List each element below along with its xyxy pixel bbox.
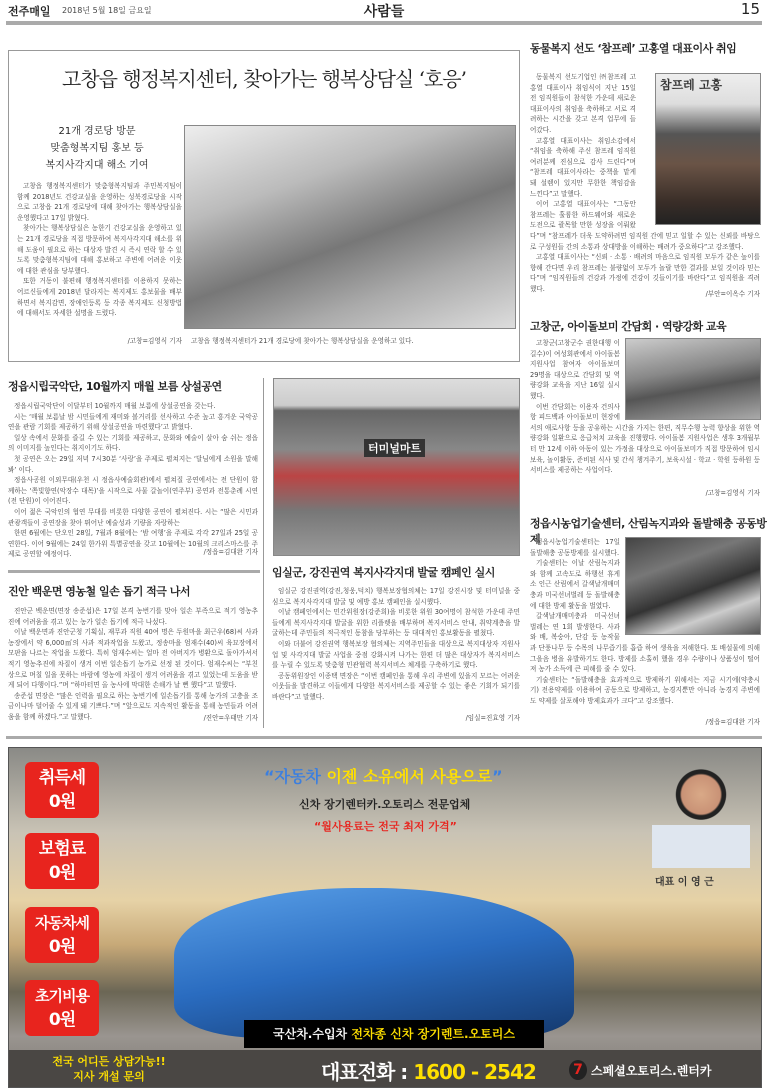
paragraph: 시는 ‘매월 보름날 밤 시민들에게 재미와 볼거리를 선사하고 수준 높고 흥겨운 국악공연을 관람 기회를 제공하기 위해 상설공연을 마련했다’고 밝혔다. [8, 412, 258, 432]
pest-byline: /정읍=김대완 기자 [705, 718, 760, 726]
subhead: 복지사각지대 해소 기여 [45, 160, 149, 171]
paragraph: 동물복지 선도기업인 ㈜참프레 고홍열 대표이사 취임식이 지난 15일 전 임직원들이 참석한 가운데 새로운 대표이사의 취임을 축하하고 서로 격려하는 시간을 갖고 본격 업무에 들어갔다. [530, 73, 636, 134]
lead-headline: 고창읍 행정복지센터, 찾아가는 행복상담실 ‘호응’ [62, 67, 466, 91]
lead-byline: /고창=김영식 기자 [127, 337, 182, 345]
champre-byline: /부안=이옥수 기자 [705, 290, 760, 298]
champre-headline: 동물복지 선도 ‘참프레’ 고홍열 대표이사 취임 [530, 42, 737, 55]
company-logo-icon: 7 [569, 1060, 587, 1080]
paragraph: 송준섭 면장은 “많은 인력을 필요로 하는 농번기에 일손돕기를 통해 농가의 고충을 조금이나마 덜어줄 수 있게 돼 기쁘다.”며 “앞으로도 지속적인 활동을 통해 농민들과 어려움을 함께 하겠다.”고 말했다. [8, 691, 258, 721]
section-rule [8, 570, 260, 573]
paragraph: 정읍시립국악단이 이달부터 10월까지 매월 보름에 상설공연을 갖는다. [14, 402, 216, 410]
paragraph: 이와 더불어 강진권역 행복보장 협의체는 지역주민들을 대상으로 복지대상자 지원사업 및 사각지대 발굴 사업을 중점 강화시켜 나가는 한편 더 많은 대상자가 복지서비스를 누릴 수 있도록 맞춤형 민관협력 복지서비스 체계를 구축하기로 했다. [272, 639, 520, 670]
paragraph: 이날 캠페인에서는 민간위원장(강준희)을 비롯한 위원 30여명이 참석한 가운데 주민들에게 복지사각지대 발굴을 위한 리플렛을 배부하며 복지서비스 안내, 취약계층을 발굴하는데 주민들의 적극적인 동참을 당부하는 등 대대적인 홍보활동을 펼쳤다. [272, 608, 520, 638]
jeongeup-photo [273, 378, 520, 556]
lead-photo [184, 125, 516, 329]
jeongeup-body [8, 401, 258, 560]
paragraph: 고창군(고창군수 권한대행 이길수)이 여성회관에서 아이돌봄 지원사업 참여자 아이돌보미 29명을 대상으로 간담회 및 역량강화 교육을 지난 16일 실시했다. [530, 339, 620, 400]
ad-banner: 국산차.수입차 전차종 신차 장기렌트.오토리스 [244, 1020, 544, 1048]
gochang-kids-byline: /고창=김영식 기자 [705, 489, 760, 497]
paragraph: 이번 간담회는 이용자 건의사항 피드백과 아이돌보미 현장에서의 애로사항 등을 공유하는 시간을 가지는 한편, 직무수행 능력 향상을 위한 역량강화 일환으로 응급처치 교육을 진행했다. 아이돌봄 지원사업은 생후 3개월부터 만 12세 이하 아동이 있는 가정을 대상으로 아이돌보미가 직접 방문하여 임시 보육, 놀이활동, 준비된 식사 및 간식 챙겨주기, 보육시설 · 학교 · 학원 등하원 등 서비스를 제공하는 사업이다. [530, 402, 760, 475]
paragraph: 기술센터는 이날 산림녹지과와 함께 고속도로 하행선 휴게소 인근 산림에서 갈색날개매미충과 미국선녀벌레 등 돌발해충에 대한 방제 활동을 벌였다. [530, 559, 620, 610]
ad-slogan: “자동차 이젠 소유에서 사용으로” [264, 767, 503, 786]
paragraph: 고창읍 행정복지센터가 맞춤형복지팀과 주민복지팀이 함께 2018년도 건강교실을 운영하는 성북경로당을 시작으로 고창읍 21개 경로당에 대해 찾아가는 행복상담실을 운영했다고 17일 밝혔다. [17, 182, 182, 222]
paragraph: 임실군 강진권역(강진,청웅,덕치) 행복보장협의체는 17일 강진시장 및 터미널을 중심으로 복지사각지대 발굴 및 예방 홍보 캠페인을 실시했다. [272, 587, 520, 606]
pest-body [530, 537, 760, 707]
column-divider [263, 378, 264, 728]
ad-phone: 대표전화 : 1600 - 2542 [321, 1060, 536, 1084]
car-image [174, 888, 574, 1038]
jinan-byline: /진안=우태만 기자 [203, 714, 258, 722]
photo-sign: 참프레 고홍 [660, 78, 723, 92]
paragraph: 진안군 백운면(면장 송준섭)은 17일 본격 농번기를 맞아 일손 부족으로 적기 영농추진에 어려움을 겪고 있는 농가 일손 돕기에 적극 나섰다. [8, 607, 258, 626]
ceo-name: 대표 이 영 근 [655, 877, 714, 888]
page-number: 15 [740, 0, 760, 18]
paragraph: 고홍열 대표이사는 “신뢰 · 소통 · 배려의 마음으로 임직원 모두가 같은 높이를 향해 간다면 우리 참프레는 불량없이 모두가 놀랄 만한 결과를 보일 것이라 믿는다”며 “임직원들의 건강과 가정에 건강이 깃들이기를 바란다”고 임직원을 격려했다. [530, 253, 760, 293]
paragraph: 찾아가는 행복상담실은 농한기 건강교실을 운영하고 있는 21개 경로당을 직접 방문하여 복지사각지대 해소를 위해 도움이 필요로 하는 대상자 발견 시 즉시 연락 할 수 있도록 맞춤형복지팀에 대해 홍보하고 주변에 어려운 이웃에 대한 관심을 당부했다. [17, 224, 182, 275]
paragraph: 공동위원장인 이종택 면장은 “이번 캠페인을 통해 우리 주변에 있을지 모르는 어려운 이웃들을 발견하고 이들에게 다양한 복지서비스를 제공할 수 있는 좋은 기회가 되기를 바란다”고 말했다. [272, 671, 520, 701]
newspaper-logo: 전주매일 [8, 5, 51, 18]
ad-consult: 전국 어디든 상담가능!! 지사 개설 문의 [52, 1055, 166, 1083]
section-title: 사람들 [363, 4, 405, 20]
photo-sign: 터미널마트 [364, 439, 425, 457]
ad-company: 스페셜오토리스.렌터카 [591, 1064, 712, 1078]
imsil-body [272, 586, 520, 703]
paragraph: 갈색날개매미충과 미국선녀벌레는 연 1회 발생한다. 사과와 배, 복숭아, 단감 등 농작물과 단풍나무 등 수목의 나무즙기를 흡즙 하여 생육을 저해한다. 또 배설물에 의해 그을음 병을 유발하기도 한다. 방제를 소홀히 했을 경우 수량이나 상품성이 떨어져 농가 소득에 큰 피해를 줄 수 있다. [530, 612, 760, 674]
ad-bottom-bar [9, 1050, 762, 1088]
issue-date: 2018년 5월 18일 금요일 [62, 6, 152, 15]
ad-badge: 보험료 0원 [25, 833, 99, 889]
paragraph: 또한 거동이 불편해 행정복지센터를 이용하지 못하는 어르신들에게 2018년 달라지는 복지제도 홍보물을 배부하면서 복지감면, 장애인등록 등 각종 복지제도 신청방법에 대해서도 자세한 설명을 드렸다. [17, 277, 182, 318]
ceo-photo [652, 760, 750, 868]
jeongeup-byline: /정읍=김대완 기자 [203, 548, 258, 556]
paragraph: 일상 속에서 문화를 즐길 수 있는 기회를 제공하고, 문화와 예술이 살아 숨 쉬는 정읍의 이미지를 높인다는 취지이기도 하다. [8, 433, 258, 453]
lead-article [8, 50, 520, 362]
header-rule [6, 21, 762, 25]
ad-badge: 취득세 0원 [25, 762, 99, 818]
gochang-kids-body [530, 338, 760, 476]
ad-rule [6, 736, 762, 739]
ad-subtitle: 신차 장기렌터카.오토리스 전문업체 [299, 798, 471, 811]
paragraph: 기술센터는 “돌발해충을 효과적으로 방제하기 위해서는 지금 시기에(약충시기) 전용약제를 이용하여 공동으로 방제하고, 농경지뿐만 아니라 농경지 주변에도 약제를 살포해야 방제효과가 크다”고 강조했다. [530, 675, 760, 705]
paragraph: 이어 젊은 국악인의 협연 무대를 비롯한 다양한 공연이 펼쳐진다. 시는 “많은 시민과 관광객들이 공연장을 찾아 뛰어난 예술성과 기량을 자랑하는 [8, 507, 258, 527]
pest-headline: 정읍시농업기술센터, 산림녹지과와 돌발해충 공동방제 [530, 517, 767, 546]
paragraph: 이어 고홍열 대표이사는 “그동안 참프레는 훌륭한 하드웨어와 새로운 도전으로 괄목할 만한 성장을 이뤄왔다”며 “참프레가 더욱 도약하려면 임직원 간에 믿고 일할 수 있는 신뢰를 바탕으로 구성원들 간의 소통과 상대방을 이해하는 배려가 중요하다”고 강조했다. [530, 200, 760, 251]
imsil-byline: /임실=진효영 기자 [465, 714, 520, 722]
ad-badge: 자동차세 0원 [25, 907, 99, 963]
subhead: 맞춤형복지팀 홍보 등 [50, 143, 144, 154]
paragraph: 한편 6월에는 단오인 28일, 7월과 8월에는 ‘밤 여행’을 주제로 각각 27일과 25일 공연한다. 이어 9월에는 24일 한가위 특별공연을 갖고 10월에는 10월의 크리스마스를 주제로 공연할 예정이다. [8, 529, 258, 559]
paragraph: 첫 공연은 오는 29일 저녁 7시30분 ‘사랑’을 주제로 펼쳐지는 ‘달님에게 소원을 말해 봐’ 이다. [8, 454, 258, 474]
gochang-kids-headline: 고창군, 아이돌보미 간담회 · 역량강화 교육 [530, 320, 727, 333]
champre-body [530, 72, 760, 294]
jeongeup-headline: 정읍시립국악단, 10월까지 매월 보름 상설공연 [8, 380, 222, 393]
subhead: 21개 경로당 방문 [58, 126, 136, 137]
ad-price-note: “월사용료는 전국 최저 가격” [314, 820, 457, 833]
jinan-body [8, 606, 258, 723]
paragraph: 고홍열 대표이사는 취임소감에서 “취임을 축하해 주신 참프레 임직원 여러분께 진심으로 감사 드린다”며 “참프레 대표이사라는 중책을 맡게 돼 설렘이 있지만 무한한 책임감을 느낀다”고 말했다. [530, 136, 636, 198]
ad-badge: 초기비용 0원 [25, 980, 99, 1036]
paragraph: 정읍사공원 이외무대(우천 시 정읍사예술회관)에서 펼쳐질 공연에서는 전 단원이 함께하는 ‘쪽빛향연(악장수 대목)’을 시작으로 사물 갈놀이(연주부) 공연과 전통춘례 시연(전 단원)이 이어진다. [8, 476, 258, 506]
lead-caption: 고창읍 행정복지센터가 21개 경로당에 찾아가는 행복상담실을 운영하고 있다. [191, 337, 414, 345]
lead-subheads [17, 123, 177, 174]
paragraph: 정읍시농업기술센터는 17일 돌발해충 공동방제를 실시했다. [530, 538, 620, 557]
lead-body [17, 181, 182, 319]
imsil-headline: 임실군, 강진권역 복지사각지대 발굴 캠페인 실시 [272, 566, 495, 579]
jinan-headline: 진안 백운면 영농철 일손 돕기 적극 나서 [8, 585, 190, 598]
paragraph: 이날 백운면과 진안군청 기획실, 재무과 직원 40여 명은 두원마을 최근우(68)씨 사과농장에서 약 6,000㎡의 사과 적과작업을 도왔고, 정송마을 엄재수(40)씨 육묘장에서 모판을 나르는 작업을 도왔다. 특히 엄재수씨는 얼마 전 아버지가 병환으로 돌아가셔서 적기 영농추진에 차질이 생겨 이번 일손돕기 농가로 선정 된 것이다. 엄재수씨는 “부친상으로 며칠 일을 못하는 바람에 영농에 차질이 생겨 어려움을 겪고 있었는데 도움을 받게 되어 다행이다.”며 “하마터면 올 농사에 막대한 손해가 날 뻔 했다”고 말했다. [8, 628, 258, 690]
rental-car-ad [8, 747, 762, 1088]
